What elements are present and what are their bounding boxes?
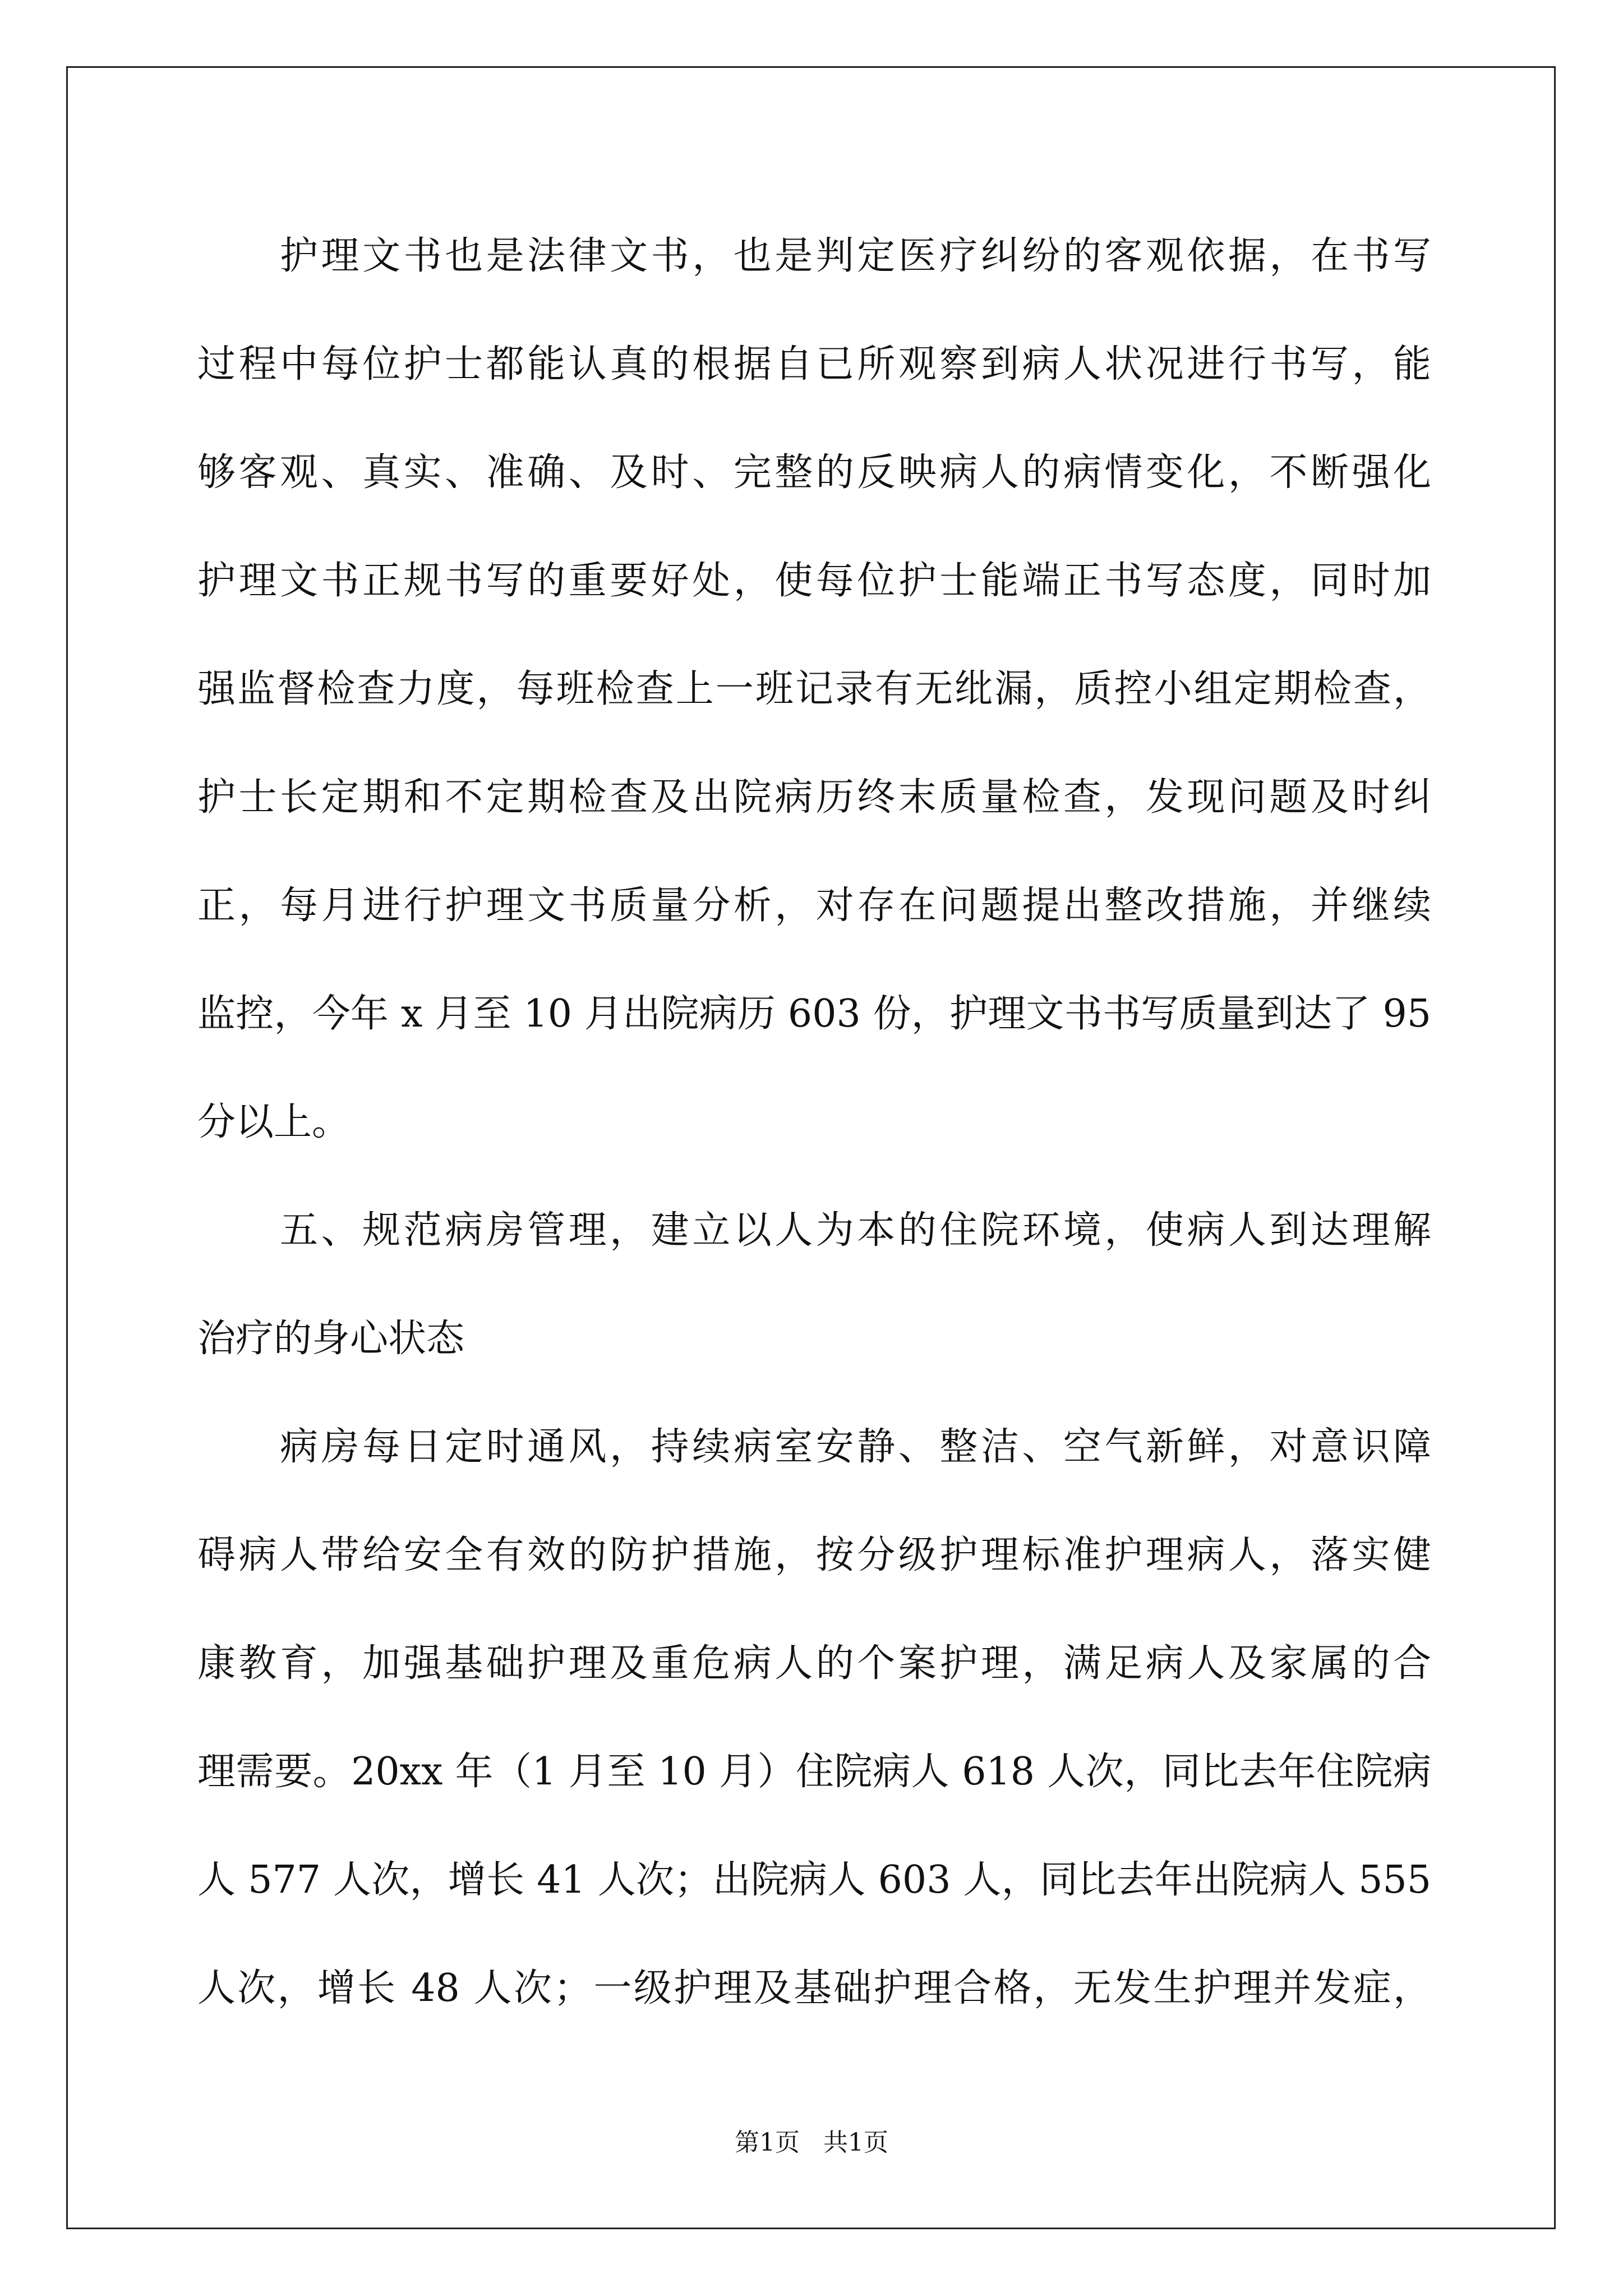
text-line: 分以上。 [197, 1100, 351, 1144]
text-line: 康教育，加强基础护理及重危病人的个案护理，满足病人及家属的合 [197, 1641, 1431, 1686]
text-line: 强监督检查力度，每班检查上一班记录有无纰漏，质控小组定期检查， [197, 667, 1431, 711]
text-line: 人次，增长 48 人次；一级护理及基础护理合格，无发生护理并发症， [197, 1966, 1431, 2010]
text-line: 护理文书也是法律文书，也是判定医疗纠纷的客观依据，在书写 [197, 234, 1431, 278]
text-line: 够客观、真实、准确、及时、完整的反映病人的病情变化，不断强化 [197, 450, 1431, 495]
text-line: 监控，今年 x 月至 10 月出院病历 603 份，护理文书书写质量到达了 95 [197, 992, 1431, 1036]
text-line: 护理文书正规书写的重要好处，使每位护士能端正书写态度，同时加 [197, 559, 1431, 603]
text-line: 护士长定期和不定期检查及出院病历终末质量检查，发现问题及时纠 [197, 775, 1431, 820]
text-line: 碍病人带给安全有效的防护措施，按分级护理标准护理病人，落实健 [197, 1533, 1431, 1577]
document-body [197, 202, 1431, 2042]
text-line: 理需要。20xx 年（1 月至 10 月）住院病人 618 人次，同比去年住院病 [197, 1750, 1431, 1794]
text-line: 过程中每位护士都能认真的根据自已所观察到病人状况进行书写，能 [197, 342, 1431, 386]
text-line: 正，每月进行护理文书质量分析，对存在问题提出整改措施，并继续 [197, 884, 1431, 928]
text-line: 五、规范病房管理，建立以人为本的住院环境，使病人到达理解 [197, 1208, 1431, 1253]
page-number: 第1页 共1页 [735, 2128, 888, 2157]
text-line: 人 577 人次，增长 41 人次；出院病人 603 人，同比去年出院病人 555 [197, 1858, 1431, 1902]
text-line: 治疗的身心状态 [197, 1317, 465, 1361]
text-line: 病房每日定时通风，持续病室安静、整洁、空气新鲜，对意识障 [197, 1425, 1431, 1469]
